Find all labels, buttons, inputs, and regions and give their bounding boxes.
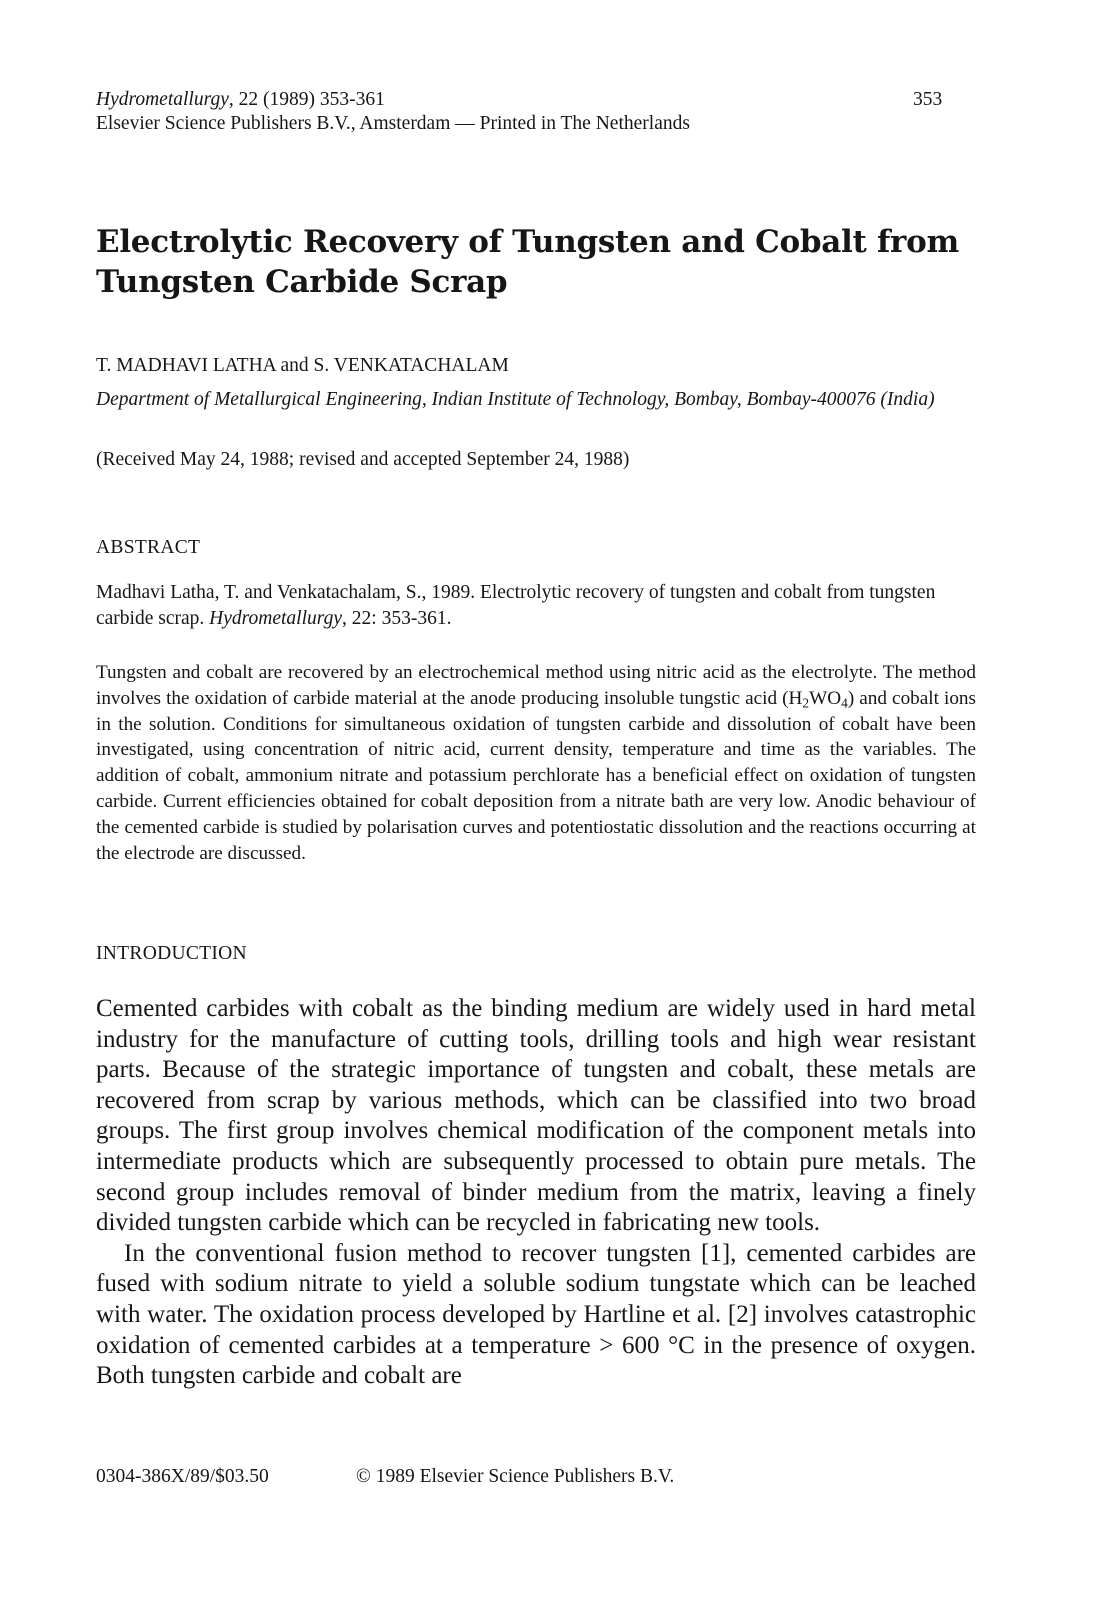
footer-copyright: © 1989 Elsevier Science Publishers B.V. — [356, 1466, 675, 1487]
abstract-body — [96, 660, 976, 866]
title-line-1: Electrolytic Recovery of Tungsten and Cobalt from — [96, 224, 959, 260]
page-number: 353 — [913, 89, 943, 110]
abstract-citation — [96, 580, 976, 632]
abstract-text-2: WO — [809, 687, 842, 709]
received-dates: (Received May 24, 1988; revised and accepted September 24, 1988) — [96, 449, 630, 470]
subscript-2: 2 — [802, 695, 810, 711]
abstract-text-3: ) and cobalt ions in the solution. Conditions for simultaneous oxidation of tungsten carbide and dissolution of cobalt have been investigated, using concentration of nitric acid, current density, temperature and time as the variables. The addition of cobalt, ammonium nitrate and potassium perchlorate has a beneficial effect on oxidation of tungsten carbide. Current efficiencies obtained for cobalt deposition from a nitrate bath are very low. Anodic behaviour of the cemented carbide is studied by polarisation curves and potentiostatic dissolution and the reactions occurring at the electrode are discussed. — [96, 687, 976, 864]
title-line-2: Tungsten Carbide Scrap — [96, 264, 508, 300]
journal-name: Hydrometallurgy — [96, 89, 229, 110]
authors: T. MADHAVI LATHA and S. VENKATACHALAM — [96, 355, 509, 376]
intro-paragraph-2: In the conventional fusion method to recover tungsten [1], cemented carbides are fused with sodium nitrate to yield a soluble sodium tungstate which can be leached with water. The oxidation process developed by Hartline et al. [2] involves catastrophic oxidation of cemented carbides at a temperature > 600 °C in the presence of oxygen. Both tungsten carbide and cobalt are — [96, 1239, 976, 1390]
intro-paragraph-1: Cemented carbides with cobalt as the binding medium are widely used in hard metal industry for the manufacture of cutting tools, drilling tools and high wear resistant parts. Because of the strategic importance of tungsten and cobalt, these metals are recovered from scrap by various methods, which can be classified into two broad groups. The first group involves chemical modification of the component metals into intermediate products which are subsequently processed to obtain pure metals. The second group includes removal of binder medium from the matrix, leaving a finely divided tungsten carbide which can be recycled in fabricating new tools. — [96, 995, 976, 1237]
introduction-body — [96, 994, 976, 1392]
citation-journal: Hydrometallurgy — [209, 608, 343, 629]
abstract-text-1: Tungsten and cobalt are recovered by an electrochemical method using nitric acid as the electrolyte. The method involves the oxidation of carbide material at the anode producing insoluble tungstic acid (H — [96, 662, 976, 709]
article-title — [96, 222, 996, 302]
abstract-heading: ABSTRACT — [96, 537, 201, 558]
affiliation: Department of Metallurgical Engineering, Indian Institute of Technology, Bombay, Bombay-400076 (India) — [96, 389, 935, 410]
subscript-4: 4 — [841, 695, 848, 711]
introduction-heading: INTRODUCTION — [96, 943, 247, 964]
citation-volume: , 22: 353-361. — [342, 608, 452, 629]
running-header — [96, 88, 385, 112]
citation-text: Madhavi Latha, T. and Venkatachalam, S., 1989. Electrolytic recovery of tungsten and cobalt from tungsten carbide scrap. — [96, 582, 936, 629]
volume-info: , 22 (1989) 353-361 — [228, 89, 385, 110]
footer-code: 0304-386X/89/$03.50 — [96, 1466, 269, 1487]
publisher-line: Elsevier Science Publishers B.V., Amsterdam — Printed in The Netherlands — [96, 113, 690, 134]
